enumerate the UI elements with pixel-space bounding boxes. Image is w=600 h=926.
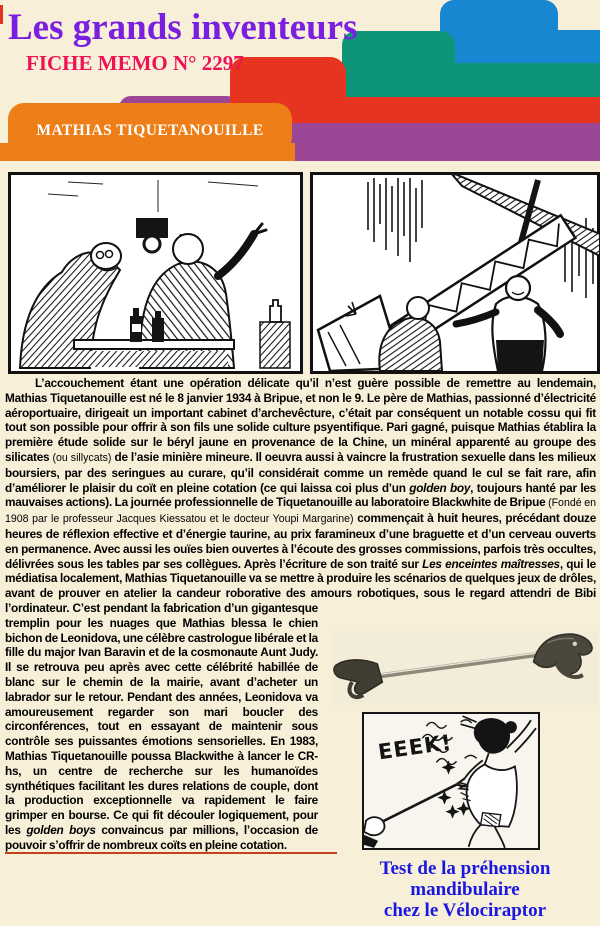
grabber-tool-art [332,630,598,706]
text-segment: , qui le médiatisa localement, Mathias Tiquetanouille va se mettre à produire les scénarios de quelques jeux de drôles, avant de prouver en atelier la candeur roborative des amours robotiques, sous le regard attendri de [5,556,596,601]
figure-caption-line2: chez le Vélociraptor [383,900,547,921]
italic-golden-boys: golden boys [26,822,96,837]
text-segment: L’accouchement étant une opération délicate qu’il n’est guère possible de remettre au lendemain, Mathias Tiquetanouille est né le 8 janvier 1934 à Bripue, et non le 9. Le père de Mathias, passionné d’électricité aéroportuaire, dirigeait un important cabinet d’archevêcture, c’était par conséquent un notable cossu qui fit tout son possible pour offrir à son fils une solide culture psyentifique. Pari gagné, puisque Mathias établira la première étude solide sur le béryl jaune en provenance de la Chine, un minéral apparenté au groupe des silicates [5,376,596,464]
figure-caption-line1: Test de la préhension mandibulaire [379,858,551,900]
text-segment-last: s’offrir de nombreux coïts en pleine cotation. [49,837,287,852]
folder-band-purple [287,123,600,161]
aside-lab-founded: (Fondé en 1908 par le professeur Jacques Kiessatou et le docteur Youpi Margarine) [5,497,596,526]
engraving-workshop-image [310,172,600,374]
inventor-name-tab-label: MATHIAS TIQUETANOUILLE [36,122,264,139]
italic-golden-boy: golden boy [409,480,471,495]
header [0,0,600,172]
folder-band-teal [342,63,600,97]
text-segment: , toujours hanté par les mauvaises actions). La journée professionnelle de Tiquetanouille au laboratoire Blackwhite de Bripue [5,480,596,510]
page-title: Les grands inventeurs [8,7,358,48]
text-segment: commençait à huit heures, précédant douze heures de réflexion effective et d’énergie taurine, au prix faramineux d’une braguette et d’un cerveau ouverts en permanence. Avec aussi les ouïes bien ouvertes à l’écoute des grosses commissions, parfois très occultes, délivrées sous les tables par ses collègues. Après l’écriture de son traité sur [5,511,597,571]
engraving-scientists-art [8,172,303,374]
cartoon-panel-art [364,714,538,848]
text-segment: Bibi l’ordinateur. C’est pendant la fabrication d’un gigantesque tremplin pour les nuages que Mathias blessa le chien bichon de Leonidova, une célèbre castrologue libérale et la fille du major Ivan Baravin et de la cosmonaute Aunt Judy. Il se retrouva peu après avec cette célébrité habillée de blanc sur le chemin de la mairie, avant d’acheter un labrador sur le retour. Pendant des années, Leonidova va amoureusement regarder son mari boucler des circonférences, tout en essayant de maintenir sous contrôle ses puissantes émotions sensorielles. En 1983, Mathias Tiquetanouille poussa Blackwithe à lancer le CR-hs, un centre de recherche sur les humanoïdes synthétiques facilitant les dures relations de couple, dont la production exceptionnelle va rapidement le faire grimper en bourse. Ce qui fit découler logiquement, pour les [5,586,596,837]
cartoon-panel-image [362,712,540,850]
fiche-number: FICHE MEMO N° 2297 [26,51,244,75]
engraving-scientists-image [8,172,303,374]
italic-treatise-title: Les enceintes maîtresses [422,556,560,571]
engraving-workshop-art [310,172,600,374]
cartoon-scream-text: EEEK! [376,729,454,765]
figure-caption [330,858,600,921]
grabber-tool-photo [332,630,598,706]
text-segment: de l’asie minière mineure. Il oeuvra aussi à vaincre la frustration sexuelle dans les milieux boursiers, par des seringues au curare, qu’il considérait comme un remède quand le cul se fait rare, afin d’améliorer le plaisir du coït en pleine cotation (ce qui laissa coi plus d’un [5,449,596,495]
red-edge-mark [0,5,3,24]
folder-band-blue [440,30,600,65]
folder-band-orange [0,143,295,161]
text-segment: convaincus par millions, l’occasion de pouvoir [5,822,318,852]
aside-sillycats: (ou sillycats) [52,451,112,464]
